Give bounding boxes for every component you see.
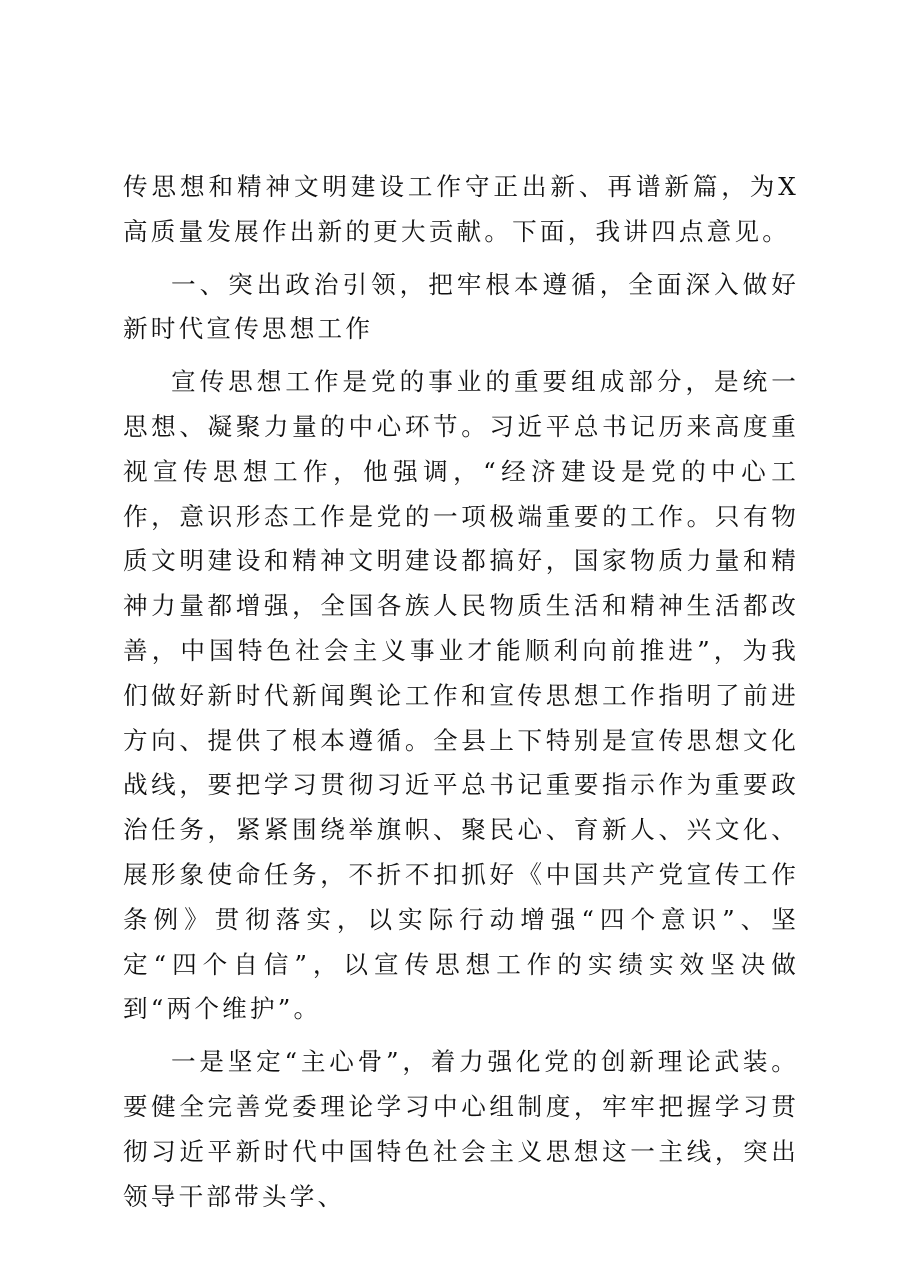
document-body <box>123 165 799 1227</box>
continuation-paragraph: 传思想和精神文明建设工作守正出新、再谱新篇，为X高质量发展作出新的更大贡献。下面，我讲四点意见。 <box>123 172 799 246</box>
body-paragraph: 宣传思想工作是党的事业的重要组成部分，是统一思想、凝聚力量的中心环节。习近平总书记历来高度重视宣传思想工作，他强调，“经济建设是党的中心工作，意识形态工作是党的一项极端重要的工作。只有物质文明建设和精神文明建设都搞好，国家物质力量和精神力量都增强，全国各族人民物质生活和精神生活都改善，中国特色社会主义事业才能顺利向前推进”，为我们做好新时代新闻舆论工作和宣传思想工作指明了前进方向、提供了根本遵循。全县上下特别是宣传思想文化战线，要把学习贯彻习近平总书记重要指示作为重要政治任务，紧紧围绕举旗帜、聚民心、育新人、兴文化、展形象使命任务，不折不扣抓好《中国共产党宣传工作条例》贯彻落实，以实际行动增强“四个意识”、坚定“四个自信”，以宣传思想工作的实绩实效坚决做到“两个维护”。 <box>123 367 799 1024</box>
body-paragraph: 一是坚定“主心骨”，着力强化党的创新理论武装。要健全完善党委理论学习中心组制度，牢牢把握学习贯彻习近平新时代中国特色社会主义思想这一主线，突出领导干部带头学、 <box>123 1047 799 1211</box>
section-heading: 一、突出政治引领，把牢根本遵循，全面深入做好新时代宣传思想工作 <box>123 269 799 344</box>
